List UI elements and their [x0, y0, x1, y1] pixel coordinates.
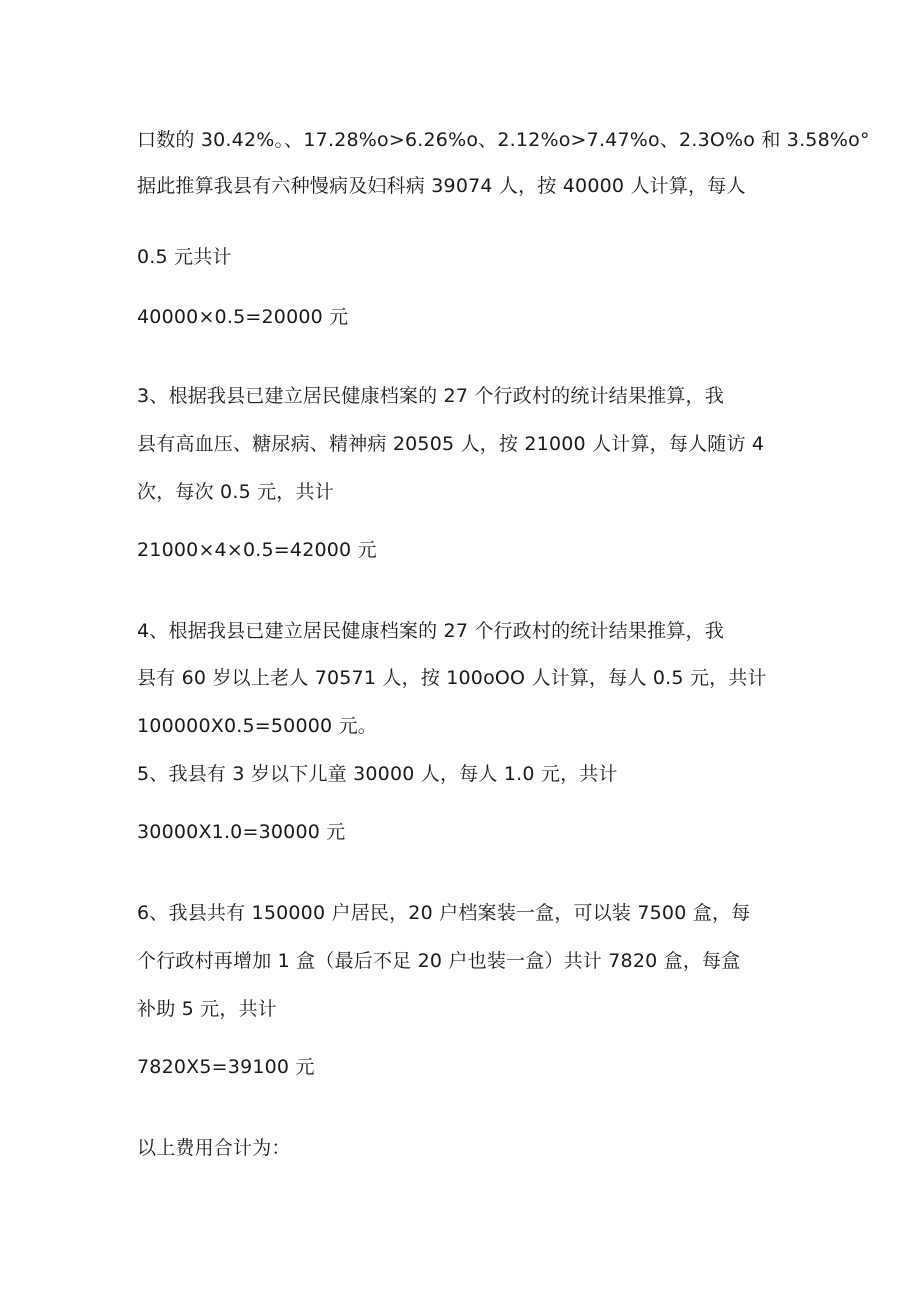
text-line-4: 40000×0.5=20000 元: [137, 306, 349, 328]
text-line-17: 7820X5=39100 元: [137, 1056, 315, 1078]
text-line-13: 30000X1.0=30000 元: [137, 821, 346, 843]
text-line-8: 21000×4×0.5=42000 元: [137, 539, 377, 561]
text-line-15: 个行政村再增加 1 盒（最后不足 20 户也装一盒）共计 7820 盒，每盒: [137, 950, 741, 972]
text-line-18: 以上费用合计为：: [137, 1137, 291, 1159]
text-line-16: 补助 5 元，共计: [137, 998, 277, 1020]
text-line-2: 据此推算我县有六种慢病及妇科病 39074 人，按 40000 人计算，每人: [137, 175, 746, 197]
text-line-10: 县有 60 岁以上老人 70571 人，按 100oOO 人计算，每人 0.5 元，共计: [137, 667, 767, 689]
text-line-3: 0.5 元共计: [137, 246, 232, 268]
text-line-5: 3、根据我县已建立居民健康档案的 27 个行政村的统计结果推算，我: [137, 385, 724, 407]
text-line-12: 5、我县有 3 岁以下儿童 30000 人，每人 1.0 元，共计: [137, 763, 618, 785]
text-line-11: 100000X0.5=50000 元。: [137, 715, 377, 737]
text-line-7: 次，每次 0.5 元，共计: [137, 481, 334, 503]
text-line-1: 口数的 30.42%。、17.28%o>6.26%o、2.12%o>7.47%o、2.3O%o 和 3.58%o°: [137, 129, 870, 151]
text-line-9: 4、根据我县已建立居民健康档案的 27 个行政村的统计结果推算，我: [137, 620, 724, 642]
text-line-14: 6、我县共有 150000 户居民，20 户档案装一盒，可以装 7500 盒，每: [137, 902, 751, 924]
text-line-6: 县有高血压、糖尿病、精神病 20505 人，按 21000 人计算，每人随访 4: [137, 433, 765, 455]
